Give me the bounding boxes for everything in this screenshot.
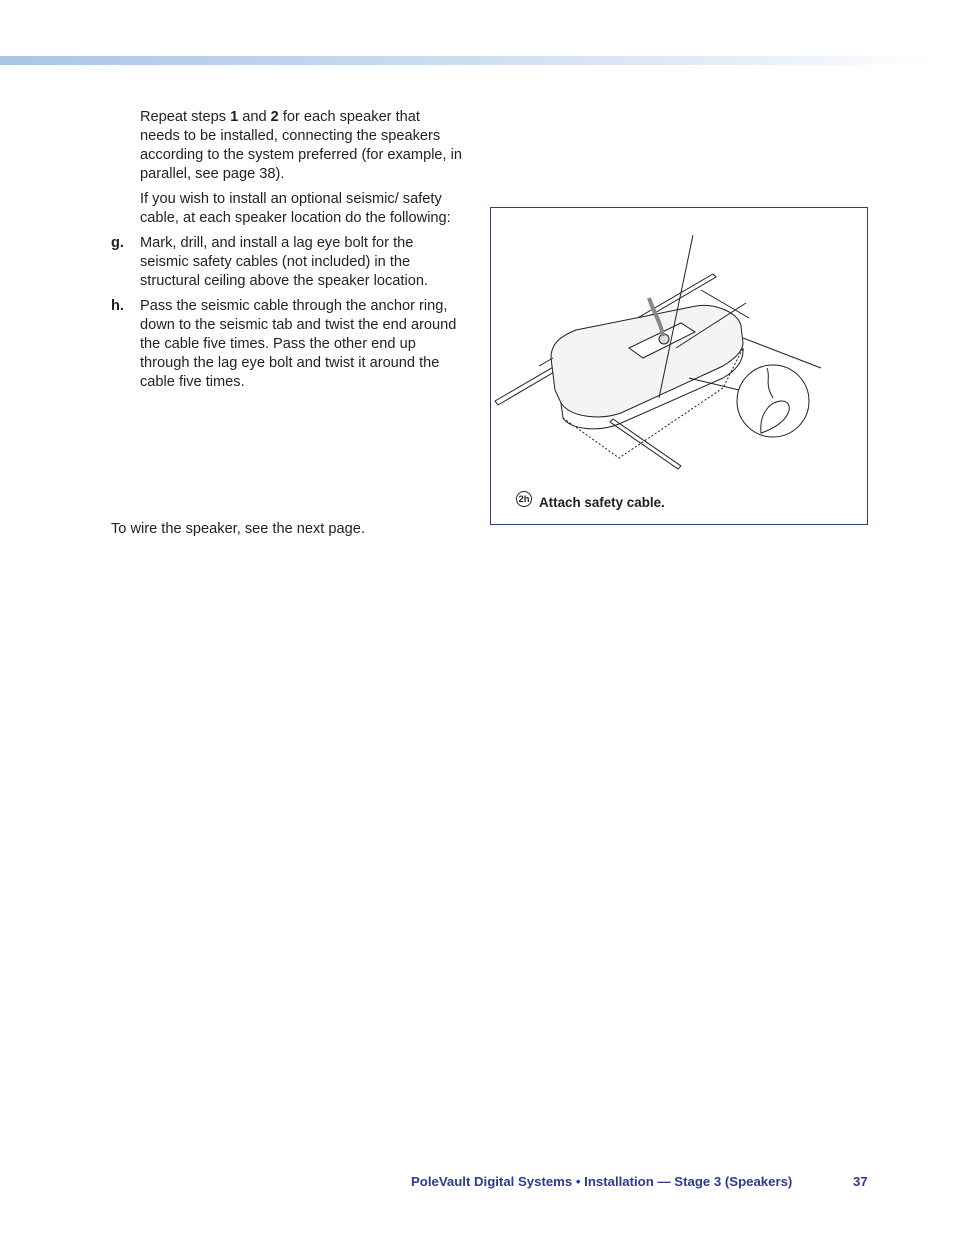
figure-frame [490,207,868,525]
step-label: h. [111,298,124,314]
step-text: Mark, drill, and install a lag eye bolt for the seismic safety cables (not included) in the structural ceiling above the speaker location. [140,235,428,289]
speaker-safety-cable-illustration [491,208,869,526]
speaker-flange-icon [539,358,553,366]
step-h [111,297,463,392]
footer-title: PoleVault Digital Systems • Installation — Stage 3 (Speakers) [411,1174,793,1189]
header-gradient-band [0,56,930,65]
repeat-steps-paragraph: Repeat steps 1 and 2 for each speaker that needs to be installed, connecting the speakers according to the system preferred (for example, in parallel, see page 38). [140,109,463,182]
step-ref-2: 2 [270,109,279,125]
figure-caption-text: Attach safety cable. [539,494,665,510]
step-ref-1: 1 [230,109,239,125]
figure-badge: 2h [516,491,532,507]
step-text: Pass the seismic cable through the anchor ring, down to the seismic tab and twist the end around the cable five times. Pass the other end up through the lag eye bolt and twist it around the cable five times. [140,298,457,390]
speaker-housing-icon [551,305,743,416]
step-g [111,234,463,291]
ceiling-rail-icon [743,338,821,368]
ceiling-rail-icon [610,419,681,469]
seismic-intro-paragraph: If you wish to install an optional seismic/ safety cable, at each speaker location do the following: [140,191,451,226]
callout-leader-icon [689,378,739,390]
next-page-note: To wire the speaker, see the next page. [111,521,365,537]
step-label: g. [111,235,124,251]
page-footer [411,1174,868,1189]
instructions-column [111,108,463,398]
figure-caption [516,494,665,510]
page-number: 37 [853,1174,868,1189]
